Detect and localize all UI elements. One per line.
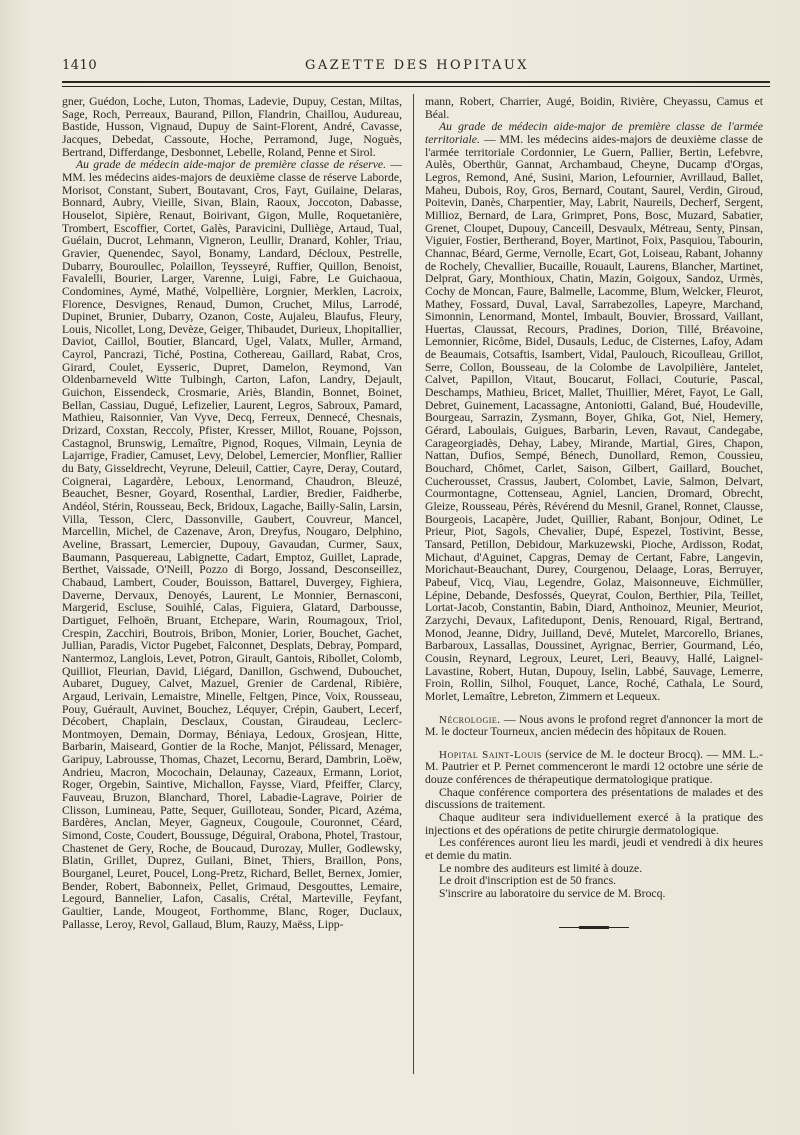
column-divider	[413, 94, 414, 1074]
hopital-line-6: S'inscrire au laboratoire du service de M. Brocq.	[439, 887, 666, 901]
page-header	[62, 58, 772, 78]
left-column	[62, 96, 402, 931]
hopital-line-5: Le droit d'inscription est de 50 francs.	[439, 874, 617, 888]
hopital-line-1: Chaque conférence comportera des présentations de malades et des discussions de traitement.	[425, 785, 763, 812]
right-column	[425, 96, 763, 931]
necrologie-paragraph	[425, 714, 763, 739]
section-heading-territoriale: Au grade de médecin aide-major de première classe de l'armée territoriale.	[425, 120, 763, 146]
territoriale-names: — MM. les médecins aides-majors de deuxième classe de l'armée territoriale Cordonnier, Le Guern, Pallier, Bertin, Lefebvre, Aulès, Oberthür, Gannat, Archambaud, Cheyne, Ducamp d'Orgas, Legros, Remond, Ané, Susini, Marion, Lefournier, Avrillaud, Ballet, Maheu, Dubois, Roy, Gros, Bernard, Coutant, Saurel, Verdin, Giroud, Poitevin, Danès, Charpentier, May, Labrit, Naureils, Decherf, Sergent, Millioz, Bernard, de Lara, Grimpret, Pons, Bosc, Muzard, Sabatier, Grenet, Cloupet, Dupouy, Canceill, Desvaulx, Métreau, Senty, Pinsan, Viguier, Fostier, Bertherand, Boyer, Martinot, Foix, Pasquiou, Tabourin, Channac, Béard, Germe, Vernolle, Ecart, Got, Loiseau, Rabant, Johanny de Rochely, Chevallier, Bucaille, Rouault, Laurens, Blancher, Martinet, Delprat, Gary, Monthioux, Chatin, Mazin, Goigoux, Sandoz, Urmès, Cochy de Moncan, Faure, Balmelle, Lacomme, Blum, Welcker, Fleurot, Mathey, Fossard, Duval, Laval, Sarrabezolles, Lapeyre, Marchand, Simonnin, Lenormand, Montel, Imbault, Bouvier, Brossard, Vaillant, Huertas, Claussat, Recours, Pradines, Dorion, Tillé, Bréavoine, Lemonnier, Ricôme, Bidel, Dusauls, Leduc, de Cisternes, Lafoy, Adam de Beaumais, Cotsaftis, Isambert, Vidal, Paulouch, Ricoulleau, Grillot, Serre, Collon, Bousseau, de la Colombe de Lavolpilière, Jantelet, Calvet, Papillon, Vitaut, Boucarut, Follaci, Couturie, Pascal, Deschamps, Mathieu, Bricet, Mallet, Thuillier, Méret, Fayot, Le Gall, Debret, Guinement, Lacassagne, Antoniotti, Galand, Bué, Houdeville, Bourgeau, Sarrazin, Zysmann, Boyer, Ghika, Got, Niel, Hemery, Gérard, Laboulais, Guigues, Barbarin, Leven, Ravaut, Candegabe, Carageorgiadès, Dehay, Labey, Mirande, Martial, Gires, Chapon, Nattan, Dufios, Sempé, Bénech, Dunollard, Remon, Coussieu, Bouchard, Chômet, Carlet, Saison, Gilbert, Gaillard, Bouchet, Cucherousset, Crassus, Jaubert, Colombet, Lavie, Salmon, Delvart, Courmontagne, Cottenseau, Agniel, Lancien, Dromard, Obrecht, Gleize, Rousseau, Pérès, Révérend du Mesnil, Granel, Ronnet, Clausse, Bourgeois, Lacapère, Judet, Quillier, Rabant, Bonjour, Odinet, Le Prieur, Piot, Sagols, Chevalier, Dupé, Espezel, Tostivint, Besse, Tansard, Petillon, Debidour, Markuzewski, Pioche, Ardisson, Rodat, Michaut, d'Aguinet, Capgras, Demay de Certant, Fabre, Langevin, Morichaut-Beauchant, Durey, Courgenou, Delaage, Loras, Berruyer, Pabeuf, Vicq, Viau, Legendre, Golaz, Maisonneuve, Eichmüller, Lépine, Debande, Desfossés, Queyrat, Coulon, Berthier, Pila, Teillet, Lortat-Jacob, Constantin, Babin, Diard, Anthoinoz, Meunier, Meuriot, Zarzychi, Devaux, Lafitedupont, Denis, Renouard, Rigal, Bertrand, Monod, Jeanne, Didry, Juilland, Devé, Mutelet, Marcorello, Brianes, Barbaroux, Lassallas, Doussinet, Ayrignac, Berrier, Gourmand, Léo, Cousin, Reynard, Legroux, Leuret, Leri, Beauvy, Hallé, Laignel-Lavastine, Robert, Hutan, Dupouy, Iselin, Labbé, Sauvage, Lemerre, Froin, Rollin, Silhol, Fouquet, Lance, Roché, Cathala, Le Sourd, Morlet, Lemaître, Lebreton, Zimmern et Lequeux.	[425, 132, 763, 703]
header-rule-thin	[62, 86, 770, 87]
hopital-line-4: Le nombre des auditeurs est limité à douze.	[439, 861, 643, 875]
hopital-paragraph	[425, 749, 763, 787]
hopital-text: (service de M. le docteur Brocq). — MM. L.-M. Pautrier et P. Pernet commenceront le mardi 12 octobre une série de douze conférences de thérapeutique dermatologique pratique.	[425, 747, 763, 787]
hopital-line-2: Chaque auditeur sera individuellement exercé à la pratique des injections et des opérations de petite chirurgie dermatologique.	[425, 811, 763, 837]
end-ornament-rule	[559, 927, 629, 928]
right-paragraph-continued: mann, Robert, Charrier, Augé, Boidin, Rivière, Cheyassu, Camus et Béal.	[425, 95, 763, 121]
right-paragraph-territoriale	[425, 121, 763, 703]
page-number: 1410	[62, 58, 98, 73]
hopital-line-3: Les conférences auront lieu les mardi, jeudi et vendredi à dix heures et demie du matin.	[425, 836, 763, 863]
left-paragraph-reserve	[62, 159, 402, 931]
end-ornament	[425, 919, 763, 932]
necrologie-label: Nécrologie.	[439, 713, 501, 726]
left-paragraph-continued: gner, Guédon, Loche, Luton, Thomas, Ladevie, Dupuy, Cestan, Miltas, Sage, Roch, Perreaux, Baurand, Pillon, Flandrin, Chaillou, Audureau, Bastide, Husson, Vignaud, Dupuy de Saint-Florent, André, Cavasse, Jacques, Debedat, Cassoute, Hoche, Perramond, Juge, Noguès, Bertrand, Differdange, Desbonnet, Lebelle, Roland, Penne et Sirol.	[62, 95, 402, 159]
necrologie-text: — Nous avons le profond regret d'annoncer la mort de M. le docteur Tourneux, ancien médecin des hôpitaux de Rouen.	[425, 712, 763, 739]
section-heading-reserve: Au grade de médecin aide-major de première classe de réserve.	[76, 158, 387, 172]
journal-title: GAZETTE DES HOPITAUX	[305, 58, 529, 73]
reserve-names: — MM. les médecins aides-majors de deuxième classe de réserve Laborde, Morisot, Constant, Subert, Boutavant, Cros, Fayt, Guilaine, Delaras, Bonnard, Aubry, Vieille, Sivan, Blain, Raoux, Joccoton, Dabasse, Houselot, Sipière, Renaut, Boirivant, Gigon, Mulle, Roquetanière, Trombert, Escoffier, Cortet, Galès, Paravicini, Dulliège, Artaud, Tual, Guélain, Ducrot, Lehmann, Vigneron, Leullir, Dranard, Kohler, Triau, Gravier, Quenendec, Sayol, Bonamy, Landard, Décloux, Pestrelle, Dubarry, Bouroullec, Polaillon, Teysseyré, Ruffier, Quillon, Benoist, Favalelli, Bourier, Larger, Varenne, Luigi, Fabre, Le Guichaoua, Condomines, Aymé, Mathé, Volpellière, Lorgnier, Merklen, Lacroix, Florence, Desvignes, Renaud, Dumon, Cruchet, Milus, Larrodé, Dupinet, Brunier, Dubarry, Ozanon, Coste, Aujaleu, Blaufus, Fleury, Louis, Nicollet, Long, Devèze, Geiger, Thibaudet, Durieux, Lhopitallier, Daviot, Caillol, Boutier, Blancard, Ugel, Valatx, Muller, Armand, Cayrol, Pancrazi, Tiché, Postina, Cothereau, Gaillard, Rabat, Cros, Girard, Coulet, Eysseric, Dupret, Damelon, Reymond, Van Oldenbarneveld Witte Tulbingh, Carton, Lafon, Landry, Dejault, Guichon, Eissendeck, Crosmarie, Ariès, Blandin, Bonnet, Boinet, Bellan, Cassiau, Dugué, Lefizelier, Laurent, Legros, Sabroux, Pamard, Mathieu, Raisonnier, Van Vyve, Decq, Ferreux, Dennecé, Chesnais, Drizard, Coxstan, Reccoly, Pfister, Kresser, Millot, Rouane, Pojsson, Castagnol, Brunswig, Lemaître, Pignod, Roques, Vilmain, Leynia de Lajarrige, Fradier, Camuset, Levy, Delobel, Lemercier, Monflier, Rallier du Baty, Gisseldrecht, Veyrune, Deleuil, Cattier, Cayre, Deray, Coutard, Coignerai, Lagardère, Leboux, Lenormand, Chaudron, Bleuzé, Beauchet, Besner, Goyard, Rosenthal, Lardier, Bredier, Faidherbe, Andéol, Stérin, Rousseau, Beck, Bridoux, Lagache, Bailly-Salin, Larsin, Villa, Tesson, Clerc, Dassonville, Gaubert, Couvreur, Mancel, Marcellin, Michel, de Cazenave, Aron, Dreyfus, Nougaro, Delphino, Aveline, Brassart, Lemercier, Dupouy, Gavaudan, Curmer, Saux, Baumann, Pasquereau, Labignette, Cadart, Emptoz, Guillet, Laprade, Berthet, Vaissade, O'Neill, Pozzo di Borgo, Jossand, Desconseillez, Chabaud, Lambert, Couder, Bouisson, Battarel, Duvergey, Fighiera, Daverne, Dervaux, Denoyés, Laurent, Le Monnier, Bernasconi, Margerid, Escluse, Souihlé, Calas, Figuiera, Glatard, Darbousse, Dartiguet, Felhoën, Bruant, Etchepare, Warin, Roumagoux, Triol, Crespin, Zacchiri, Boutrois, Bribon, Monier, Lorier, Bouchet, Gachet, Jullian, Paradis, Victor Pugebet, Falconnet, Desplats, Debray, Pompard, Nantermoz, Langlois, Levet, Potron, Girault, Gantois, Ribollet, Colomb, Quilliot, Fleurian, David, Liégard, Danillon, Gschwend, Dubouchet, Aubaret, Duguey, Calvet, Mazuel, Grenier de Cardenal, Ribière, Argaud, Lerivain, Lemaistre, Minelle, Feltgen, Pince, Voix, Rousseau, Pouy, Guérault, Auvinet, Bouchez, Léquyer, Crépin, Gaubert, Lecerf, Décobert, Chaplain, Desclaux, Coustan, Giraudeau, Leclerc-Montmoyen, Demain, Dormay, Béniaya, Ledoux, Grosjean, Hitte, Barbarin, Maiseard, Gontier de la Roche, Manjot, Pélissard, Menager, Garipuy, Labrousse, Thomas, Chazet, Lecornu, Berard, Dambrin, Loëw, Andrieu, Macron, Mocochain, Delaunay, Cazeaux, Ermann, Loriot, Roger, Orgebin, Saintive, Michallon, Faysse, Viard, Pfeiffer, Clarcy, Fauveau, Bruzon, Blanchard, Thorel, Labadie-Lagrave, Poirier de Clisson, Lumineau, Patte, Sequer, Guilloteau, Sonder, Picard, Azéma, Bardères, Anclan, Meyer, Gagneux, Cougoule, Couronnet, Céard, Simond, Coste, Coudert, Boussuge, Déguiral, Orabona, Photel, Trastour, Chastenet de Gery, Roche, de Boucaud, Durozay, Muller, Godlewsky, Blatin, Grillet, Duprez, Guilani, Binet, Thiers, Braillon, Pons, Bourganel, Leuret, Poucel, Long-Pretz, Richard, Bellet, Bernex, Jomier, Bender, Robert, Babonneix, Pellet, Grimaud, Desgouttes, Lemaire, Legourd, Bannelier, Lafon, Casalis, Crétal, Marteville, Feyfant, Gaultier, Lande, Mougeot, Forthomme, Blanc, Roger, Duclaux, Pallasse, Leroy, Revol, Gallaud, Blum, Rauzy, Maëss, Lipp-	[62, 158, 403, 931]
header-rule-thick	[62, 81, 770, 83]
hopital-label: Hopital Saint-Louis	[439, 748, 542, 761]
